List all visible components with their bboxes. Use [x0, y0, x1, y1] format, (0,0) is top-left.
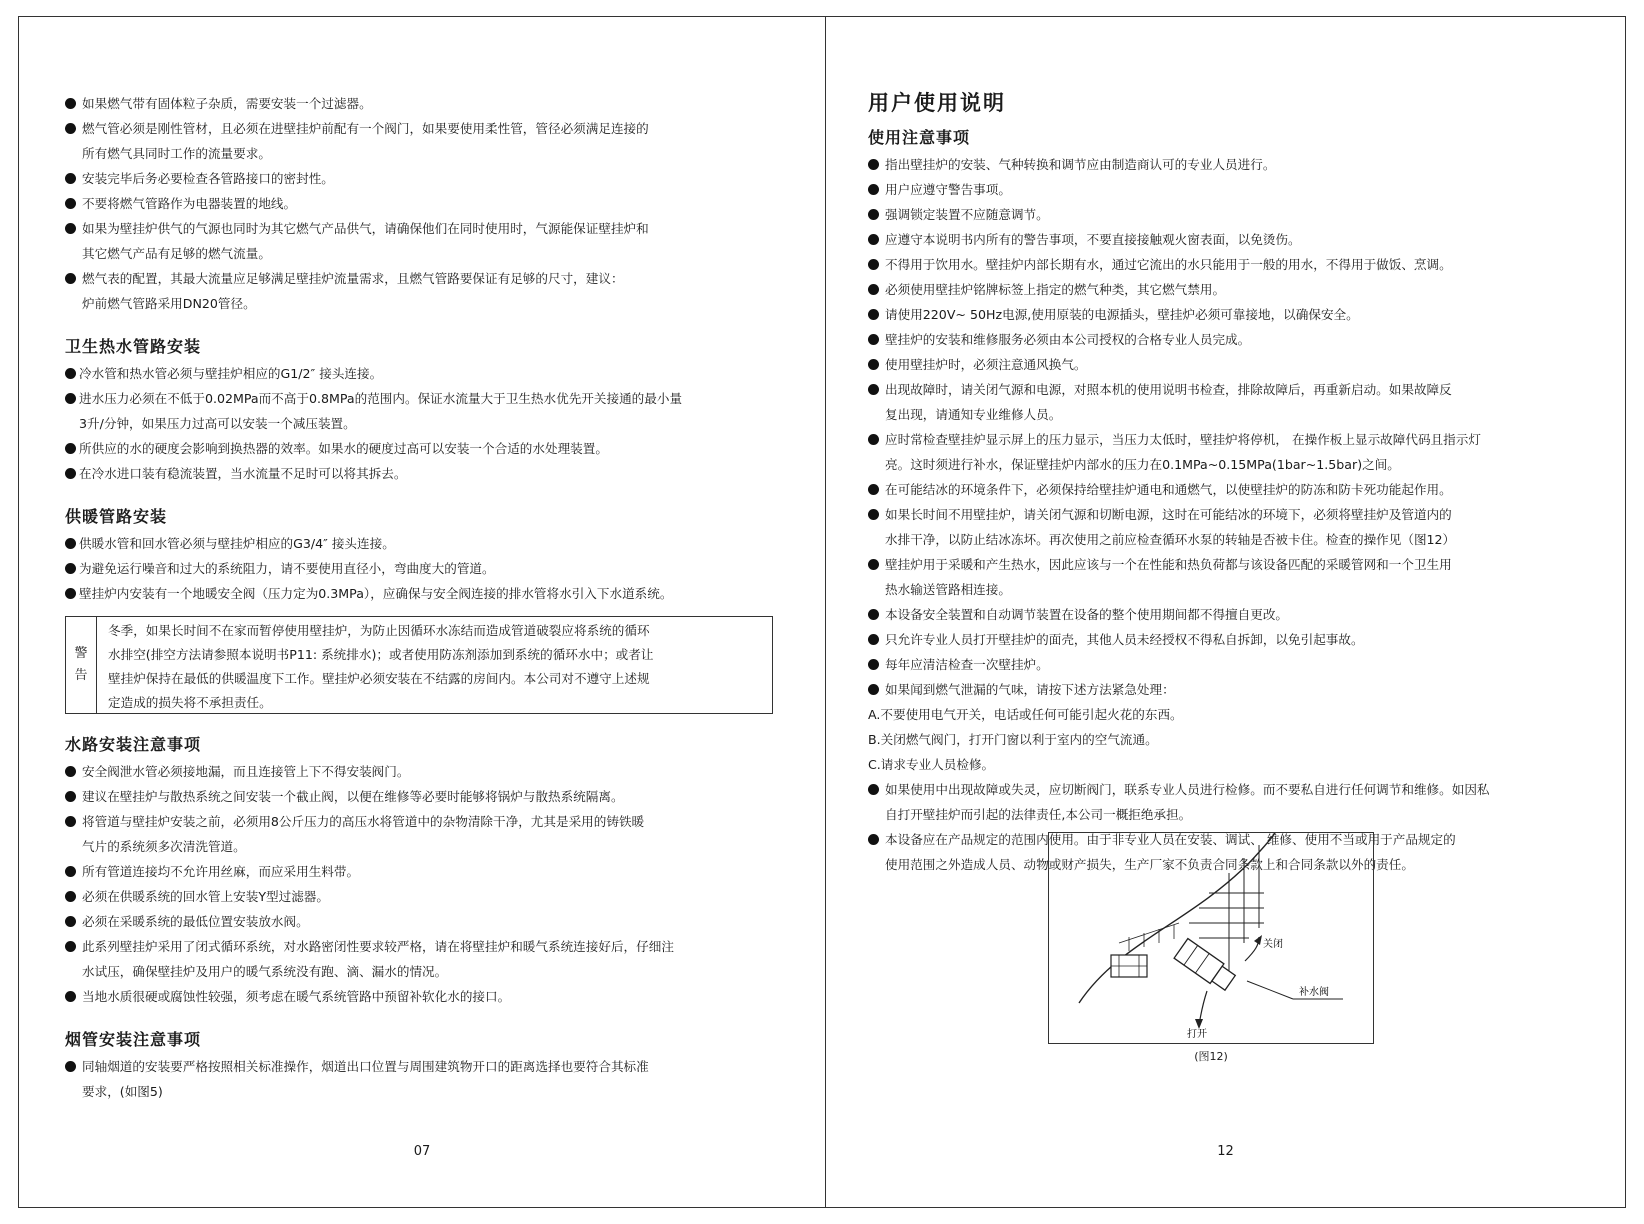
list-item: [868, 477, 1581, 502]
section-title-usage: 使用注意事项: [868, 128, 971, 147]
bullet-dot-icon: [868, 634, 879, 645]
list-item: [868, 502, 1581, 552]
bullet-dot-icon: [65, 916, 76, 927]
list-item: [65, 809, 785, 859]
list-item: [65, 556, 785, 581]
list-item-text: 本设备安全装置和自动调节装置在设备的整个使用期间都不得擅自更改。: [885, 607, 1288, 622]
list-item-text: 将管道与壁挂炉安装之前，必须用8公斤压力的高压水将管道中的杂物清除干净，尤其是采用的铸铁暖: [82, 814, 645, 829]
list-item-text: 水排干净，以防止结冰冻坏。再次使用之前应检查循环水泵的转轴是否被卡住。检查的操作见（图12）: [885, 532, 1456, 547]
list-item: [65, 531, 785, 556]
list-item: [65, 361, 785, 386]
bullet-dot-icon: [868, 684, 879, 695]
list-item: [65, 909, 785, 934]
list-item-text: 不要将燃气管路作为电器装置的地线。: [82, 196, 297, 211]
list-item-text: 复出现，请通知专业维修人员。: [885, 407, 1062, 422]
list-item: [868, 252, 1581, 277]
bullet-dot-icon: [65, 816, 76, 827]
bullet-dot-icon: [65, 991, 76, 1002]
list-item-text: 本设备应在产品规定的范围内使用。由于非专业人员在安装、调试、 维修、使用不当或用于产品规定的: [885, 832, 1456, 847]
bullet-dot-icon: [868, 334, 879, 345]
section-title-heating: 供暖管路安装: [65, 507, 168, 526]
list-item: [65, 984, 785, 1009]
bullet-dot-icon: [868, 509, 879, 520]
bullet-dot-icon: [868, 434, 879, 445]
list-item: [868, 677, 1581, 702]
left-page: [18, 16, 826, 1208]
section-title-hot-water: 卫生热水管路安装: [65, 337, 202, 356]
warning-line: 冬季，如果长时间不在家而暂停使用壁挂炉，为防止因循环水冻结而造成管道破裂应将系统的循环: [108, 623, 650, 638]
list-item: [65, 436, 785, 461]
bullet-dot-icon: [65, 198, 76, 209]
list-item-text: 炉前燃气管路采用DN20管径。: [82, 296, 256, 311]
list-item-text: 壁挂炉的安装和维修服务必须由本公司授权的合格专业人员完成。: [885, 332, 1251, 347]
list-item-text: 燃气管必须是刚性管材，且必须在进壁挂炉前配有一个阀门，如果要使用柔性管，管径必须满足连接的: [82, 121, 649, 136]
bullet-dot-icon: [868, 784, 879, 795]
valve-figure: [1048, 832, 1374, 1044]
warning-box: [65, 616, 773, 714]
list-item-text: 亮。这时须进行补水，保证壁挂炉内部水的压力在0.1MPa~0.15MPa(1bar~1.5bar)之间。: [885, 457, 1400, 472]
warning-line: 壁挂炉保持在最低的供暖温度下工作。壁挂炉必须安装在不结露的房间内。本公司对不遵守上述规: [108, 671, 650, 686]
list-item-text: 水试压，确保壁挂炉及用户的暖气系统没有跑、滴、漏水的情况。: [82, 964, 448, 979]
bullet-dot-icon: [65, 273, 76, 284]
list-item: [868, 627, 1581, 652]
bullet-dot-icon: [65, 173, 76, 184]
bullet-dot-icon: [65, 791, 76, 802]
figure-label-valve: 补水阀: [1299, 987, 1329, 998]
list-item-text: 热水输送管路相连接。: [885, 582, 1011, 597]
list-item: [65, 934, 785, 984]
list-item: [868, 227, 1581, 252]
page-title: 用户使用说明: [868, 91, 1006, 115]
list-item-text: 安装完毕后务必要检查各管路接口的密封性。: [82, 171, 334, 186]
list-item-text: 同轴烟道的安装要严格按照相关标准操作，烟道出口位置与周围建筑物开口的距离选择也要符合其标准: [82, 1059, 649, 1074]
list-item: [868, 352, 1581, 377]
right-page: [826, 16, 1626, 1208]
figure-caption: (图12): [1194, 1050, 1228, 1063]
list-item-text: 应时常检查壁挂炉显示屏上的压力显示，当压力太低时，壁挂炉将停机， 在操作板上显示故障代码且指示灯: [885, 432, 1481, 447]
list-item: [65, 191, 785, 216]
list-item: [868, 777, 1581, 827]
list-item-text: 不得用于饮用水。壁挂炉内部长期有水，通过它流出的水只能用于一般的用水，不得用于做饭、烹调。: [885, 257, 1452, 272]
list-item-text: 为避免运行噪音和过大的系统阻力，请不要使用直径小，弯曲度大的管道。: [79, 561, 495, 576]
list-item-text: 应遵守本说明书内所有的警告事项，不要直接接触观火窗表面，以免烫伤。: [885, 232, 1301, 247]
list-item-text: 安全阀泄水管必须接地漏，而且连接管上下不得安装阀门。: [82, 764, 410, 779]
list-item-text: 如果为壁挂炉供气的气源也同时为其它燃气产品供气，请确保他们在同时使用时，气源能保证壁挂炉和: [82, 221, 649, 236]
bullet-dot-icon: [868, 484, 879, 495]
emergency-step: B.关闭燃气阀门，打开门窗以利于室内的空气流通。: [868, 732, 1158, 747]
bullet-dot-icon: [65, 123, 76, 134]
list-item: [65, 266, 785, 316]
bullet-dot-icon: [868, 159, 879, 170]
figure-label-open: 打开: [1187, 1029, 1207, 1040]
list-item: [868, 652, 1581, 677]
list-item-text: 燃气表的配置，其最大流量应足够满足壁挂炉流量需求，且燃气管路要保证有足够的尺寸，建议：: [82, 271, 624, 286]
list-item: [65, 216, 785, 266]
list-item: [65, 461, 785, 486]
right-page-number: 12: [1217, 1144, 1234, 1159]
list-item: [65, 884, 785, 909]
list-item-text: 必须在供暖系统的回水管上安装Y型过滤器。: [82, 889, 329, 904]
list-item-text: 在可能结冰的环境条件下，必须保持给壁挂炉通电和通燃气，以使壁挂炉的防冻和防卡死功能起作用。: [885, 482, 1452, 497]
list-item-text: 3升/分钟，如果压力过高可以安装一个减压装置。: [79, 416, 356, 431]
bullet-dot-icon: [868, 659, 879, 670]
left-page-number: 07: [413, 1144, 431, 1159]
list-item: [868, 202, 1581, 227]
warning-line: 定造成的损失将不承担责任。: [108, 695, 272, 710]
bullet-dot-icon: [65, 941, 76, 952]
bullet-dot-icon: [868, 834, 879, 845]
list-item: [65, 581, 785, 606]
list-item-text: 气片的系统须多次清洗管道。: [82, 839, 246, 854]
emergency-step: A.不要使用电气开关，电话或任何可能引起火花的东西。: [868, 707, 1183, 722]
list-item-text: 出现故障时，请关闭气源和电源，对照本机的使用说明书检查，排除故障后，再重新启动。如果故障反: [885, 382, 1452, 397]
bullet-dot-icon: [868, 234, 879, 245]
bullet-dot-icon: [65, 1061, 76, 1072]
list-item-text: 只允许专业人员打开壁挂炉的面壳，其他人员未经授权不得私自拆卸，以免引起事故。: [885, 632, 1364, 647]
list-item-text: 用户应遵守警告事项。: [885, 182, 1011, 197]
list-item: [65, 166, 785, 191]
list-item-text: 如果燃气带有固体粒子杂质，需要安装一个过滤器。: [82, 96, 372, 111]
bullet-dot-icon: [65, 223, 76, 234]
bullet-dot-icon: [868, 609, 879, 620]
left-page-content: [65, 91, 785, 1104]
list-item-text: 所供应的水的硬度会影响到换热器的效率。如果水的硬度过高可以安装一个合适的水处理装置。: [79, 441, 608, 456]
bullet-dot-icon: [868, 184, 879, 195]
warning-line: 水排空(排空方法请参照本说明书P11: 系统排水)；或者使用防冻剂添加到系统的循环水中；或者让: [108, 647, 654, 662]
list-item-text: 建议在壁挂炉与散热系统之间安装一个截止阀，以便在维修等必要时能够将锅炉与散热系统隔离。: [82, 789, 624, 804]
valve-drawing: [1049, 833, 1373, 1043]
list-item-text: 其它燃气产品有足够的燃气流量。: [82, 246, 271, 261]
section-title-waterway: 水路安装注意事项: [65, 735, 202, 754]
list-item-text: 每年应清洁检查一次壁挂炉。: [885, 657, 1049, 672]
list-item-text: 此系列壁挂炉采用了闭式循环系统，对水路密闭性要求较严格，请在将壁挂炉和暖气系统连接好后，仔细注: [82, 939, 674, 954]
bullet-dot-icon: [65, 588, 76, 599]
list-item-text: 进水压力必须在不低于0.02MPa而不高于0.8MPa的范围内。保证水流量大于卫生热水优先开关接通的最小量: [79, 391, 683, 406]
list-item: [868, 602, 1581, 627]
list-item: [65, 759, 785, 784]
list-item: [868, 427, 1581, 477]
bullet-dot-icon: [65, 766, 76, 777]
bullet-dot-icon: [868, 359, 879, 370]
right-page-content: [868, 87, 1581, 877]
list-item-text: 必须在采暖系统的最低位置安装放水阀。: [82, 914, 309, 929]
list-item: [868, 377, 1581, 427]
list-item: [65, 859, 785, 884]
bullet-dot-icon: [65, 443, 76, 454]
bullet-dot-icon: [65, 393, 76, 404]
emergency-step: C.请求专业人员检修。: [868, 757, 995, 772]
list-item-text: 如果使用中出现故障或失灵，应切断阀门，联系专业人员进行检修。而不要私自进行任何调节和维修。如因私: [885, 782, 1490, 797]
bullet-dot-icon: [65, 468, 76, 479]
list-item: [65, 91, 785, 116]
list-item-text: 如果闻到燃气泄漏的气味，请按下述方法紧急处理：: [885, 682, 1175, 697]
list-item-text: 当地水质很硬或腐蚀性较强，须考虑在暖气系统管路中预留补软化水的接口。: [82, 989, 511, 1004]
figure-label-close: 关闭: [1263, 939, 1283, 950]
bullet-dot-icon: [868, 384, 879, 395]
list-item-text: 要求，(如图5): [82, 1084, 163, 1099]
list-item-text: 指出壁挂炉的安装、气种转换和调节应由制造商认可的专业人员进行。: [885, 157, 1276, 172]
list-item: [868, 552, 1581, 602]
list-item-text: 冷水管和热水管必须与壁挂炉相应的G1/2″ 接头连接。: [79, 366, 383, 381]
bullet-dot-icon: [65, 368, 76, 379]
list-item-text: 使用范围之外造成人员、动物或财产损失，生产厂家不负责合同条款上和合同条款以外的责任。: [885, 857, 1414, 872]
list-item: [868, 327, 1581, 352]
list-item-text: 必须使用壁挂炉铭牌标签上指定的燃气种类，其它燃气禁用。: [885, 282, 1226, 297]
list-item: [65, 784, 785, 809]
list-item-text: 自打开壁挂炉而引起的法律责任,本公司一概拒绝承担。: [885, 807, 1192, 822]
bullet-dot-icon: [868, 559, 879, 570]
bullet-dot-icon: [868, 309, 879, 320]
list-item-text: 强调锁定装置不应随意调节。: [885, 207, 1049, 222]
list-item-text: 在冷水进口装有稳流装置，当水流量不足时可以将其拆去。: [79, 466, 407, 481]
warning-label-text: 警告: [74, 646, 88, 683]
list-item: [65, 1054, 785, 1104]
warning-text: [108, 619, 764, 715]
list-item: [868, 152, 1581, 177]
list-item-text: 壁挂炉用于采暖和产生热水，因此应该与一个在性能和热负荷都与该设备匹配的采暖管网和一个卫生用: [885, 557, 1452, 572]
list-item: [65, 386, 785, 436]
list-item-text: 壁挂炉内安装有一个地暖安全阀（压力定为0.3MPa），应确保与安全阀连接的排水管将水引入下水道系统。: [79, 586, 673, 601]
list-item-text: 如果长时间不用壁挂炉，请关闭气源和切断电源，这时在可能结冰的环境下，必须将壁挂炉及管道内的: [885, 507, 1452, 522]
list-item-text: 供暖水管和回水管必须与壁挂炉相应的G3/4″ 接头连接。: [79, 536, 395, 551]
bullet-dot-icon: [65, 98, 76, 109]
list-item-text: 所有燃气具同时工作的流量要求。: [82, 146, 271, 161]
bullet-dot-icon: [868, 259, 879, 270]
bullet-dot-icon: [65, 891, 76, 902]
list-item: [65, 116, 785, 166]
bullet-dot-icon: [65, 538, 76, 549]
bullet-dot-icon: [65, 866, 76, 877]
list-item: [868, 302, 1581, 327]
list-item-text: 使用壁挂炉时，必须注意通风换气。: [885, 357, 1087, 372]
warning-label: [66, 617, 97, 713]
bullet-dot-icon: [868, 284, 879, 295]
bullet-dot-icon: [65, 563, 76, 574]
bullet-dot-icon: [868, 209, 879, 220]
list-item-text: 请使用220V~ 50Hz电源,使用原装的电源插头，壁挂炉必须可靠接地，以确保安全。: [885, 307, 1359, 322]
list-item: [868, 177, 1581, 202]
list-item: [868, 277, 1581, 302]
list-item-text: 所有管道连接均不允许用丝麻，而应采用生料带。: [82, 864, 360, 879]
section-title-flue: 烟管安装注意事项: [65, 1030, 202, 1049]
